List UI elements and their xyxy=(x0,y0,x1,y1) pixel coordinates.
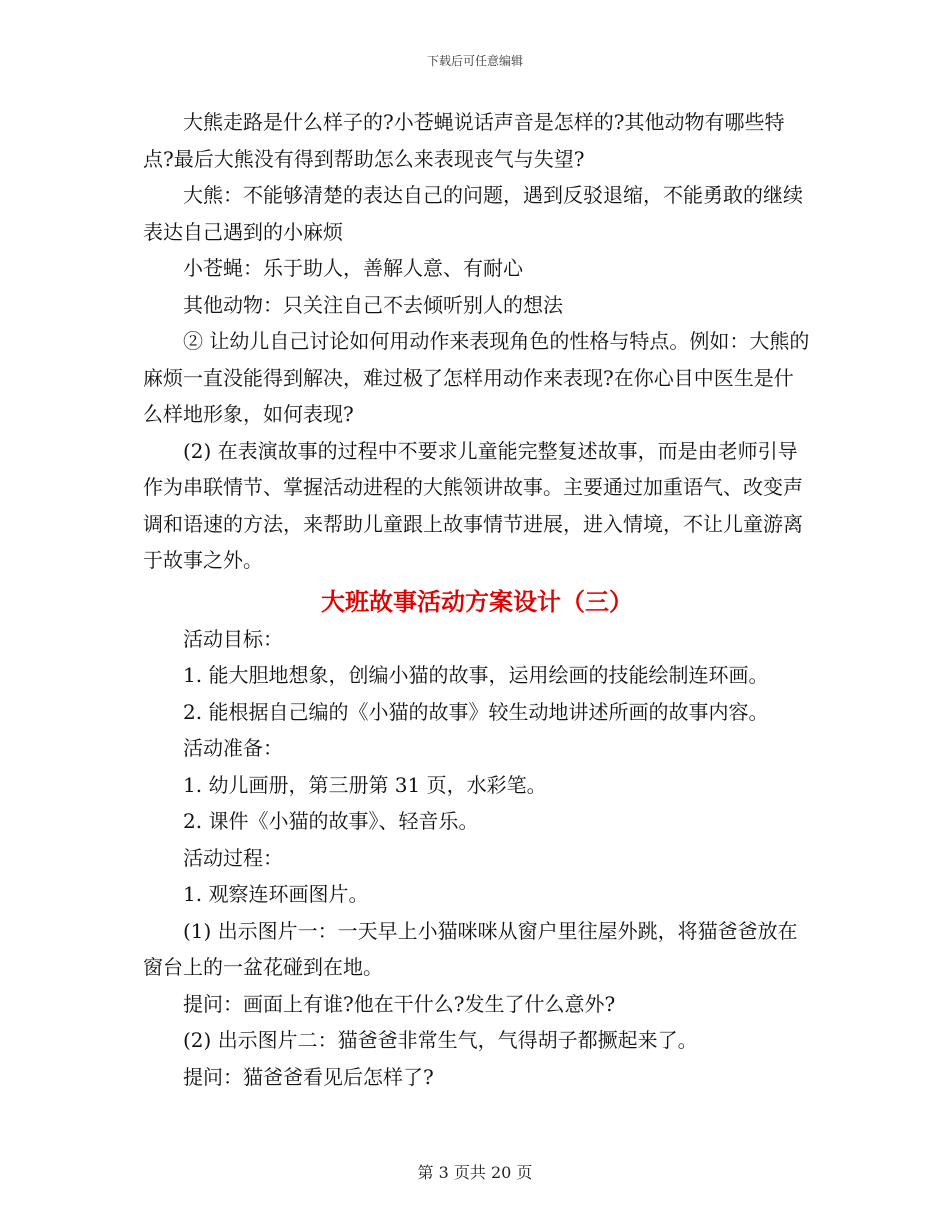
paragraph: 2. 能根据自己编的《小猫的故事》较生动地讲述所画的故事内容。 xyxy=(183,699,769,724)
paragraph: 1. 幼儿画册，第三册第 31 页，水彩笔。 xyxy=(183,772,547,797)
paragraph: 小苍蝇：乐于助人，善解人意、有耐心 xyxy=(183,256,523,280)
paragraph: 大熊：不能够清楚的表达自己的问题，遇到反驳退缩，不能勇敢的继续表达自己遇到的小麻烦 xyxy=(143,183,803,244)
paragraph: 活动准备： xyxy=(183,736,283,760)
paragraph: 活动过程： xyxy=(183,845,283,870)
paragraph: 提问：猫爸爸看见后怎样了? xyxy=(183,1064,434,1089)
page-header: 下载后可任意编辑 xyxy=(426,54,523,68)
paragraph: 活动目标： xyxy=(183,626,283,651)
paragraph: 提问：画面上有谁?他在干什么?发生了什么意外? xyxy=(183,991,616,1016)
paragraph: (2) 在表演故事的过程中不要求儿童能完整复述故事，而是由老师引导作为串联情节、掌握活动进程的大熊领讲故事。主要通过加重语气、改变声调和语速的方法，来帮助儿童跟上故事情节进展，进入情境，不让儿童游离于故事之外。 xyxy=(143,438,803,572)
page-footer: 第 3 页共 20 页 xyxy=(417,1163,533,1182)
paragraph: 大熊走路是什么样子的?小苍蝇说话声音是怎样的?其他动物有哪些特点?最后大熊没有得到帮助怎么来表现丧气与失望? xyxy=(143,110,785,171)
paragraph: 1. 能大胆地想象，创编小猫的故事，运用绘画的技能绘制连环画。 xyxy=(183,663,769,687)
paragraph: 1. 观察连环画图片。 xyxy=(183,882,369,906)
paragraph: 2. 课件《小猫的故事》、轻音乐。 xyxy=(183,809,479,833)
paragraph: (2) 出示图片二：猫爸爸非常生气，气得胡子都撅起来了。 xyxy=(183,1028,698,1052)
paragraph: (1) 出示图片一：一天早上小猫咪咪从窗户里往屋外跳，将猫爸爸放在窗台上的一盆花碰到在地。 xyxy=(143,918,798,979)
paragraph: ② 让幼儿自己讨论如何用动作来表现角色的性格与特点。例如：大熊的麻烦一直没能得到解决，难过极了怎样用动作来表现?在你心目中医生是什么样地形象，如何表现? xyxy=(143,329,810,426)
document-body xyxy=(143,104,811,1095)
paragraph: 其他动物：只关注自己不去倾听别人的想法 xyxy=(183,292,563,317)
section-title: 大班故事活动方案设计（三） xyxy=(321,586,633,616)
